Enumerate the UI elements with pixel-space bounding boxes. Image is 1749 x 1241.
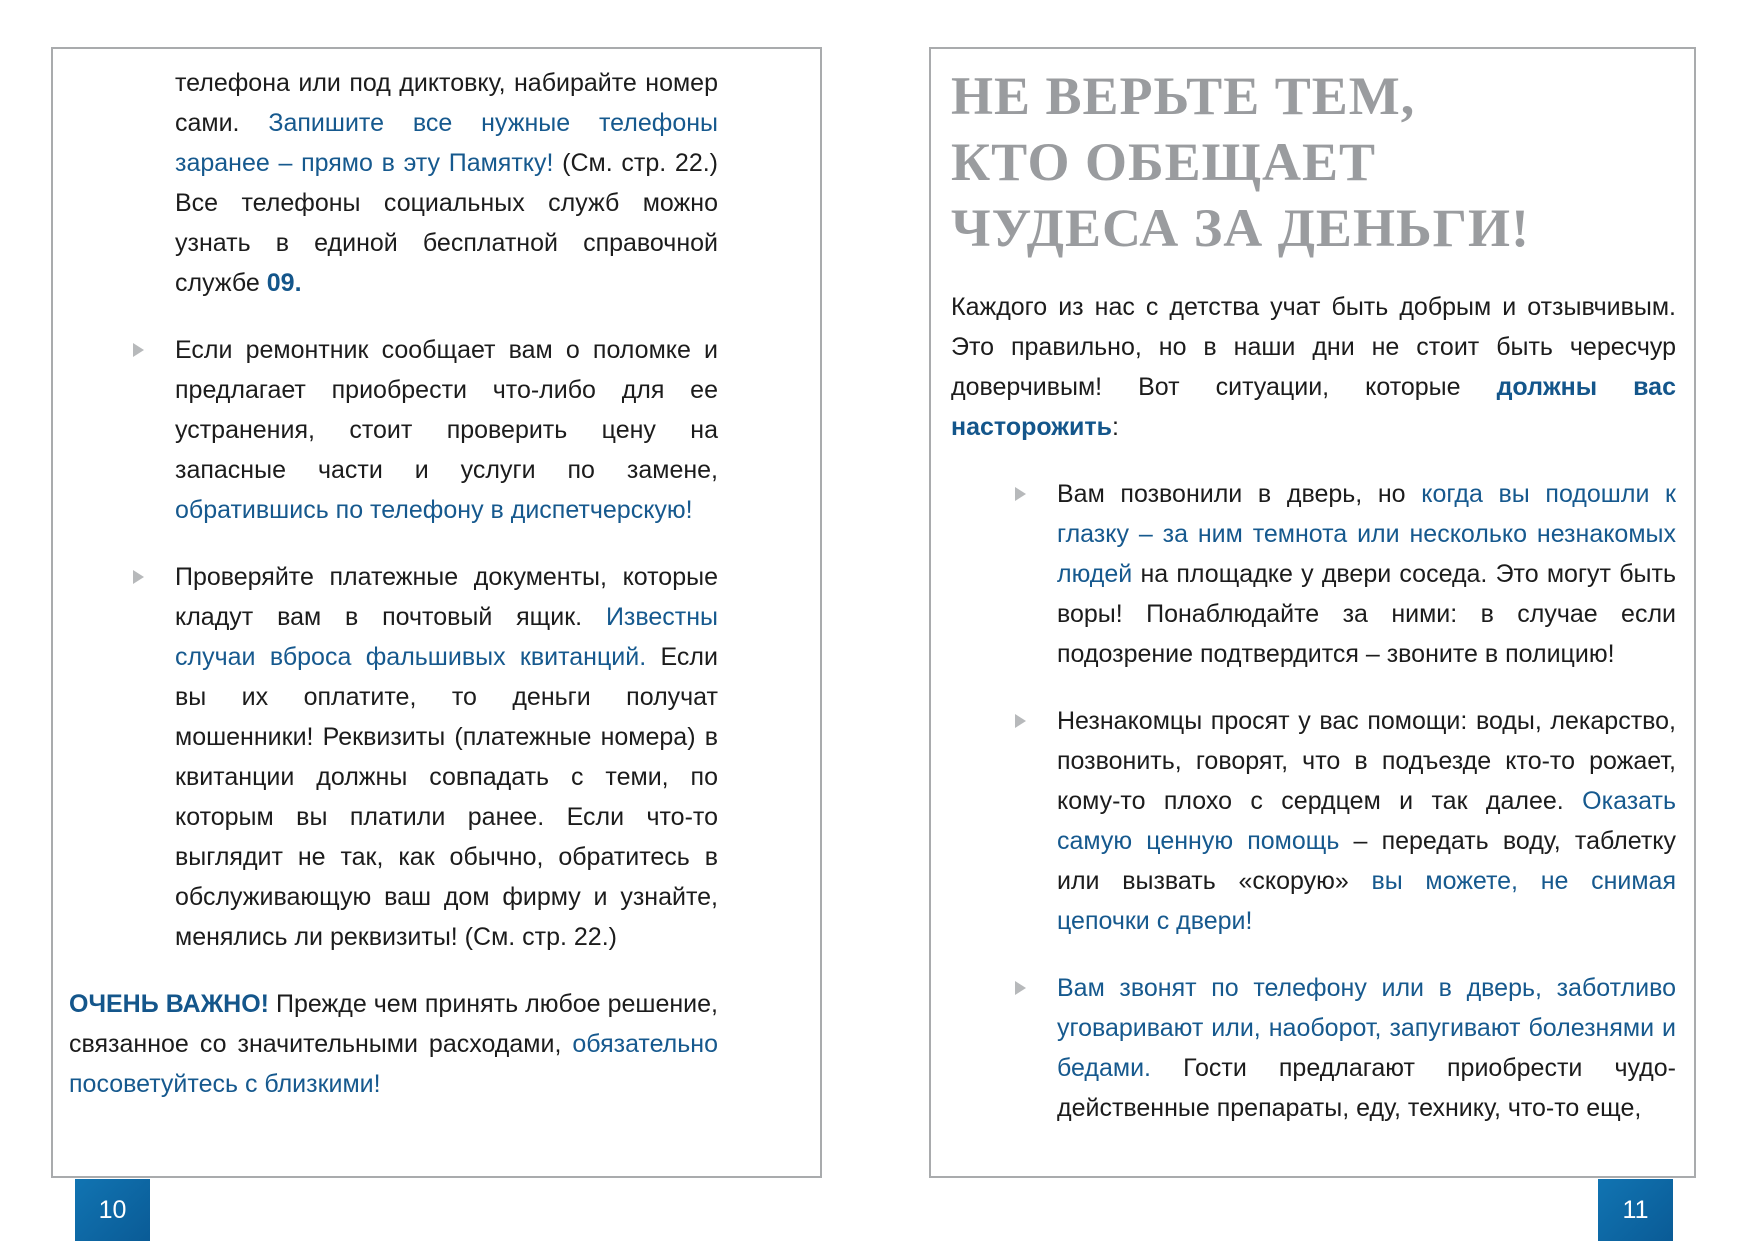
bullet-item (1057, 701, 1676, 941)
paragraph (951, 287, 1676, 447)
bullet-arrow-icon (133, 570, 144, 584)
text-segment: Вам звонят по телефону или в дверь, заботливо уговаривают или, наоборот, запугивают болезнями и бедами. (1057, 974, 1676, 1082)
paragraph (69, 984, 718, 1104)
text-segment: Если вы их оплатите, то деньги получат мошенники! Реквизиты (платежные номера) в квитанции должны совпадать с теми, по которым вы платили ранее. Если что-то выглядит не так, как обычно, обратитесь в обслуживающую ваш дом фирму и узнайте, менялись ли реквизиты! (См. стр. 22.) (175, 643, 718, 951)
bullet-arrow-icon (1015, 714, 1026, 728)
bullet-item (1057, 968, 1676, 1128)
text-segment: Проверяйте платежные документы, которые кладут вам в почтовый ящик. (175, 563, 718, 631)
page-left-content (53, 49, 820, 1104)
page-right-body (951, 287, 1676, 1128)
bullet-item (175, 557, 718, 957)
page-right-content (931, 63, 1694, 1128)
headline-line: КТО ОБЕЩАЕТ (951, 132, 1377, 192)
text-segment: телефона или под диктовку, набирайте номер сами. (175, 69, 718, 137)
text-segment: на площадке у двери соседа. Это могут быть воры! Понаблюдайте за ними: в случае если подозрение подтвердится – звоните в полицию! (1057, 560, 1676, 668)
text-segment: Незнакомцы просят у вас помощи: воды, лекарство, позвонить, говорят, что в подъезде кто-то рожает, кому-то плохо с сердцем и так далее. (1057, 707, 1676, 815)
page-number: 10 (98, 1195, 127, 1224)
text-segment: Если ремонтник сообщает вам о поломке и предлагает приобрести что-либо для ее устранения, стоит проверить цену на запасные части и услуги по замене, (175, 336, 718, 484)
text-segment: обязательно посоветуйтесь с близкими! (69, 1030, 718, 1098)
page-headline (951, 63, 1676, 261)
text-segment: вы можете, не снимая цепочки с двери! (1057, 867, 1676, 935)
bullet-item (175, 330, 718, 530)
text-segment: ОЧЕНЬ ВАЖНО! (69, 990, 270, 1018)
text-segment: Гости предлагают приобрести чудодейственные препараты, еду, технику, что-то еще, (1057, 1054, 1676, 1122)
bullet-arrow-icon (1015, 487, 1026, 501)
page-number: 11 (1622, 1195, 1649, 1224)
text-segment: – передать воду, таблетку или вызвать «скорую» (1057, 827, 1676, 895)
page-left (51, 47, 822, 1178)
headline-line: ЧУДЕСА ЗА ДЕНЬГИ! (951, 198, 1530, 258)
text-segment: обратившись по телефону в диспетчерскую! (175, 496, 693, 524)
text-segment: : (1112, 413, 1119, 441)
text-segment: Вам позвонили в дверь, но (1057, 480, 1422, 508)
page-number-badge-left (75, 1179, 150, 1241)
bullet-arrow-icon (1015, 981, 1026, 995)
paragraph (175, 63, 718, 303)
page-number-badge-right (1598, 1179, 1673, 1241)
bullet-arrow-icon (133, 343, 144, 357)
text-segment: должны вас насторожить (951, 373, 1676, 441)
bullet-item (1057, 474, 1676, 674)
headline-line: НЕ ВЕРЬТЕ ТЕМ, (951, 66, 1416, 126)
text-segment: Запишите все нужные телефоны заранее – прямо в эту Памятку! (175, 109, 718, 177)
text-segment: Прежде чем принять любое решение, связанное со значительными расходами, (69, 990, 718, 1058)
page-right (929, 47, 1696, 1178)
text-segment: (См. стр. 22.) Все телефоны социальных служб можно узнать в единой бесплатной справочной службе (175, 149, 718, 297)
text-segment: Каждого из нас с детства учат быть добрым и отзывчивым. Это правильно, но в наши дни не стоит быть чересчур доверчивым! Вот ситуации, которые (951, 293, 1676, 401)
text-segment: когда вы подошли к глазку – за ним темнота или несколько незнакомых людей (1057, 480, 1676, 588)
text-segment: Известны случаи вброса фальшивых квитанций. (175, 603, 718, 671)
text-segment: 09. (266, 269, 302, 297)
text-segment: Оказать самую ценную помощь (1057, 787, 1676, 855)
